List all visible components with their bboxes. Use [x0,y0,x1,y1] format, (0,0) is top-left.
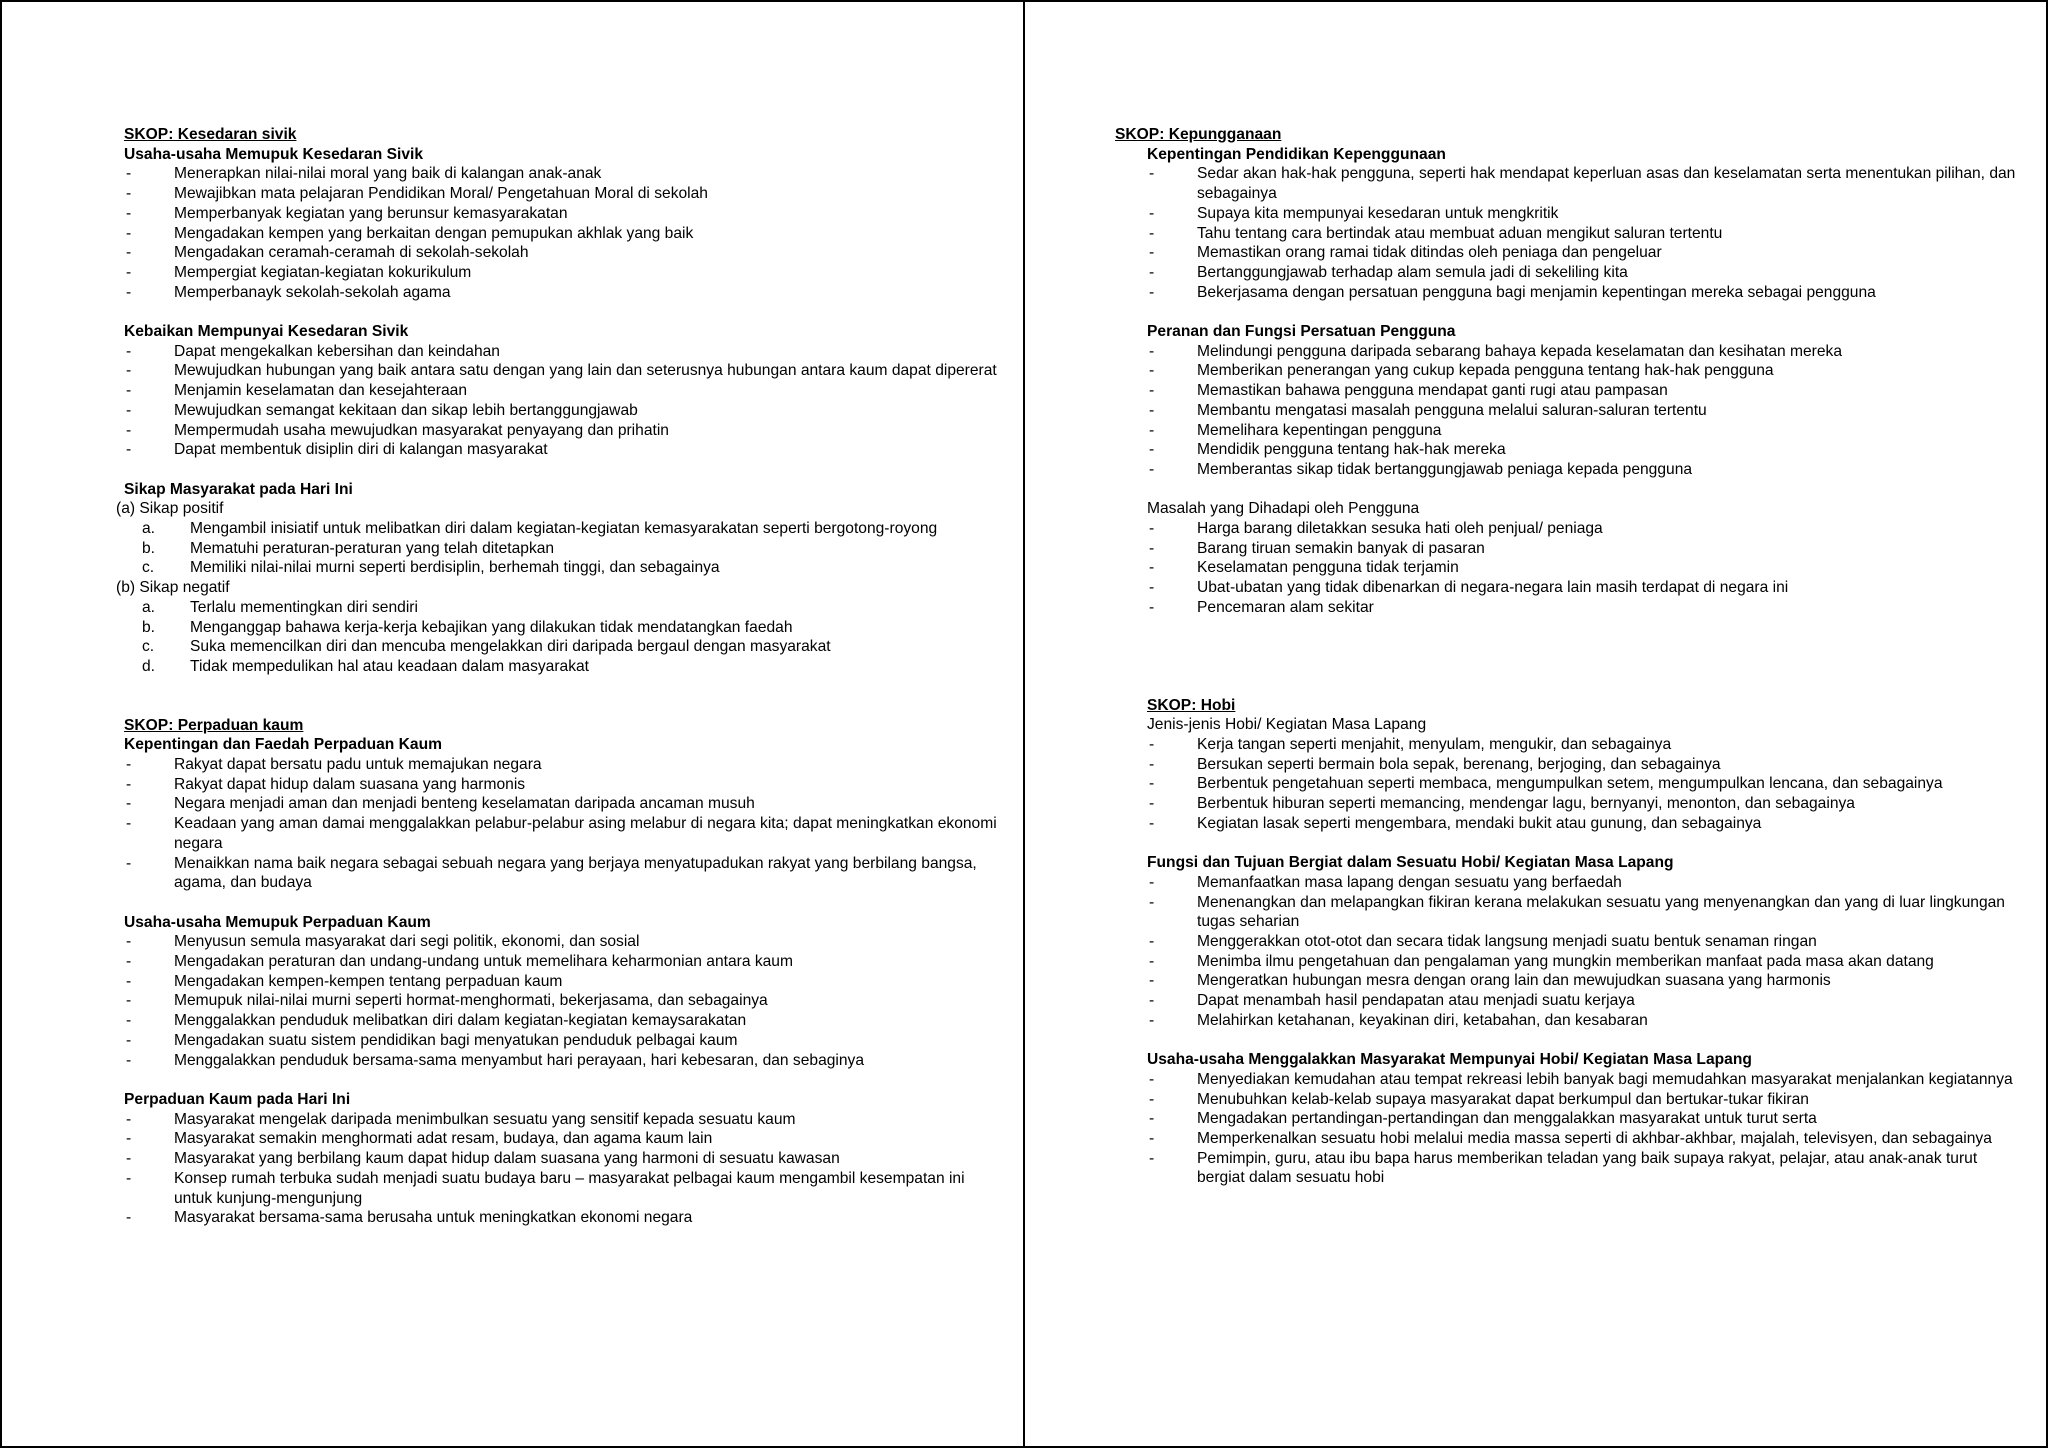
list-item-text: Pemimpin, guru, atau ibu bapa harus memberikan teladan yang baik supaya rakyat, pelajar, atau anak-anak turut bergiat dalam sesuatu hobi [1197,1149,1978,1187]
list-marker: - [1149,342,1155,360]
lettered-list [124,519,1004,578]
section-heading: Usaha-usaha Memupuk Perpaduan Kaum [124,913,431,931]
list-item-text: Menyediakan kemudahan atau tempat rekreasi lebih banyak bagi memudahkan masyarakat menjalankan kegiatannya [1197,1070,2013,1088]
skop-heading: SKOP: Perpaduan kaum [124,716,304,734]
list-item [1147,794,2017,814]
list-item-text: Mempergiat kegiatan-kegiatan kokurikulum [174,263,472,281]
skop-heading: SKOP: Kesedaran sivik [124,126,297,143]
list-item [1147,1149,2017,1188]
list-marker: - [1149,539,1155,557]
list-item-text: Tahu tentang cara bertindak atau membuat aduan mengikut saluran tertentu [1197,224,1723,242]
list-item-text: Rakyat dapat bersatu padu untuk memajukan negara [174,756,542,774]
list-item [1147,381,2017,401]
list-item [1147,932,2017,952]
list-item-text: Menerapkan nilai-nilai moral yang baik di kalangan anak-anak [174,165,602,183]
list-item [124,342,1004,362]
list-marker: - [1149,165,1155,183]
list-marker: - [126,244,132,262]
list-item-text: Bertanggungjawab terhadap alam semula jadi di sekeliling kita [1197,263,1628,281]
list-item-text: Mempermudah usaha mewujudkan masyarakat penyayang dan prihatin [174,421,669,439]
list-item [124,794,1004,814]
list-marker: - [1149,795,1155,813]
list-item [1147,460,2017,480]
list-marker: b. [142,618,156,636]
list-item-text: Memelihara kepentingan pengguna [1197,421,1442,439]
list-marker: - [126,165,132,183]
list-item-text: Mengadakan kempen-kempen tentang perpaduan kaum [174,972,563,990]
sub-heading-negative: (b) Sikap negatif [116,579,230,597]
list-item [124,401,1004,421]
list-item-text: Mengadakan peraturan dan undang-undang untuk memelihara keharmonian antara kaum [174,953,793,971]
list-item-text: Rakyat dapat hidup dalam suasana yang harmonis [174,775,526,793]
list-item-text: Melahirkan ketahanan, keyakinan diri, ketabahan, dan kesabaran [1197,1011,1648,1029]
list-item [1147,263,2017,283]
list-marker: - [1149,263,1155,281]
list-item-text: Berbentuk hiburan seperti memancing, mendengar lagu, bernyanyi, menonton, dan sebagainya [1197,795,1855,813]
list-marker: - [1149,893,1155,911]
bullet-list [124,342,1004,460]
list-marker: - [1149,992,1155,1010]
list-item-text: Suka memencilkan diri dan mencuba mengelakkan diri daripada bergaul dengan masyarakat [190,638,831,656]
list-marker: - [126,795,132,813]
list-item [124,755,1004,775]
list-item-text: Menubuhkan kelab-kelab supaya masyarakat dapat berkumpul dan bertukar-tukar fikiran [1197,1090,1809,1108]
list-item [142,558,1004,578]
list-item [124,440,1004,460]
section-heading: Sikap Masyarakat pada Hari Ini [124,480,353,498]
list-item-text: Terlalu mementingkan diri sendiri [190,598,418,616]
list-item [124,164,1004,184]
skop-heading: SKOP: Hobi [1147,696,1236,714]
list-item [124,972,1004,992]
list-marker: - [1149,598,1155,616]
list-marker: - [126,756,132,774]
list-item [1147,952,2017,972]
list-item-text: Bekerjasama dengan persatuan pengguna bagi menjamin kepentingan mereka sebagai pengguna [1197,283,1876,301]
list-item [1147,342,2017,362]
list-item-text: Menggerakkan otot-otot dan secara tidak langsung menjadi suatu bentuk senaman ringan [1197,932,1817,950]
list-item [124,932,1004,952]
list-item-text: Memiliki nilai-nilai murni seperti berdisiplin, berhemah tinggi, dan sebagainya [190,559,720,577]
list-item [1147,401,2017,421]
section-heading: Perpaduan Kaum pada Hari Ini [124,1090,351,1108]
list-marker: - [126,815,132,833]
list-item-text: Memperbanyak kegiatan yang berunsur kemasyarakatan [174,204,568,222]
list-item-text: Kerja tangan seperti menjahit, menyulam, mengukir, dan sebagainya [1197,735,1672,753]
list-item-text: Memberantas sikap tidak bertanggungjawab peniaga kepada pengguna [1197,460,1693,478]
list-marker: c. [142,559,155,577]
list-marker: - [1149,775,1155,793]
section-heading: Kepentingan Pendidikan Kepenggunaan [1147,145,1446,163]
list-item-text: Konsep rumah terbuka sudah menjadi suatu budaya baru – masyarakat pelbagai kaum mengambil kesempatan ini untuk kunjung-mengunjung [174,1169,965,1207]
list-item [1147,558,2017,578]
list-item [142,618,1004,638]
list-marker: - [126,933,132,951]
list-item [1147,774,2017,794]
list-item-text: Masyarakat yang berbilang kaum dapat hidup dalam suasana yang harmoni di sesuatu kawasan [174,1150,840,1168]
list-marker: - [126,1110,132,1128]
list-item [142,637,1004,657]
list-item-text: Masyarakat bersama-sama berusaha untuk meningkatkan ekonomi negara [174,1209,693,1227]
section-heading: Jenis-jenis Hobi/ Kegiatan Masa Lapang [1147,716,1427,734]
list-item-text: Menenangkan dan melapangkan fikiran kerana melakukan sesuatu yang menyenangkan dan yang di luar lingkungan tugas seharian [1197,893,2005,931]
list-marker: - [126,1169,132,1187]
list-marker: - [126,283,132,301]
list-item [124,263,1004,283]
list-item-text: Sedar akan hak-hak pengguna, seperti hak mendapat keperluan asas dan keselamatan serta menentukan pilihan, dan sebagainya [1197,165,2016,203]
bullet-list [124,932,1004,1070]
list-item-text: Mematuhi peraturan-peraturan yang telah ditetapkan [190,539,555,557]
bullet-list [1117,735,2017,834]
list-item [124,243,1004,263]
list-item [124,361,1004,381]
list-item [1147,873,2017,893]
section-heading: Usaha-usaha Menggalakkan Masyarakat Mempunyai Hobi/ Kegiatan Masa Lapang [1147,1051,1752,1069]
list-marker: - [126,1130,132,1148]
list-marker: - [126,362,132,380]
list-item [124,1051,1004,1071]
list-marker: - [1149,559,1155,577]
list-marker: - [1149,204,1155,222]
list-marker: b. [142,539,156,557]
list-marker: - [1149,441,1155,459]
list-item-text: Membantu mengatasi masalah pengguna melalui saluran-saluran tertentu [1197,401,1707,419]
list-marker: - [1149,1110,1155,1128]
list-item [142,657,1004,677]
list-item-text: Pencemaran alam sekitar [1197,598,1374,616]
list-item-text: Mewajibkan mata pelajaran Pendidikan Moral/ Pengetahuan Moral di sekolah [174,185,708,203]
list-item-text: Mengadakan pertandingan-pertandingan dan menggalakkan masyarakat untuk turut serta [1197,1110,1817,1128]
bullet-list [124,1110,1004,1228]
list-item [124,224,1004,244]
list-item [142,598,1004,618]
list-item-text: Memperkenalkan sesuatu hobi melalui media massa seperti di akhbar-akhbar, majalah, televisyen, dan sebagainya [1197,1129,1992,1147]
list-item [124,854,1004,893]
list-item-text: Memupuk nilai-nilai murni seperti hormat-menghormati, bekerjasama, dan sebagainya [174,992,768,1010]
list-item [1147,283,2017,303]
section-heading: Kepentingan dan Faedah Perpaduan Kaum [124,736,442,754]
list-item [1147,1090,2017,1110]
list-marker: - [1149,1011,1155,1029]
list-item-text: Harga barang diletakkan sesuka hati oleh penjual/ peniaga [1197,520,1603,538]
list-item [1147,440,2017,460]
list-marker: - [1149,755,1155,773]
list-item-text: Keselamatan pengguna tidak terjamin [1197,559,1459,577]
list-item-text: Memperbanayk sekolah-sekolah agama [174,283,451,301]
list-item [1147,991,2017,1011]
list-item [142,519,1004,539]
list-marker: - [126,263,132,281]
list-marker: - [126,421,132,439]
lettered-list [124,598,1004,677]
list-marker: - [1149,362,1155,380]
list-item-text: Melindungi pengguna daripada sebarang bahaya kepada keselamatan dan kesihatan mereka [1197,342,1843,360]
list-item-text: Barang tiruan semakin banyak di pasaran [1197,539,1485,557]
list-item-text: Mengambil inisiatif untuk melibatkan diri dalam kegiatan-kegiatan kemasyarakatan seperti bergotong-royong [190,520,938,538]
list-item [1147,814,2017,834]
bullet-list [124,164,1004,302]
list-marker: - [126,185,132,203]
list-item-text: Menganggap bahawa kerja-kerja kebajikan yang dilakukan tidak mendatangkan faedah [190,618,793,636]
list-marker: - [1149,244,1155,262]
list-marker: - [1149,421,1155,439]
list-item [124,184,1004,204]
list-marker: - [1149,814,1155,832]
list-item-text: Mengadakan ceramah-ceramah di sekolah-sekolah [174,244,529,262]
section-heading: Kebaikan Mempunyai Kesedaran Sivik [124,323,409,341]
list-item [1147,519,2017,539]
list-marker: - [1149,873,1155,891]
list-item-text: Menggalakkan penduduk bersama-sama menyambut hari perayaan, hari kebesaran, dan sebaginya [174,1051,865,1069]
list-item-text: Berbentuk pengetahuan seperti membaca, mengumpulkan setem, mengumpulkan lencana, dan sebagainya [1197,775,1943,793]
list-item [124,1208,1004,1228]
list-item [1147,1011,2017,1031]
list-item [124,204,1004,224]
list-marker: - [126,1051,132,1069]
list-item-text: Menyusun semula masyarakat dari segi politik, ekonomi, dan sosial [174,933,640,951]
bullet-list [1117,164,2017,302]
list-item-text: Mengadakan kempen yang berkaitan dengan pemupukan akhlak yang baik [174,224,694,242]
list-marker: - [126,972,132,990]
list-marker: - [1149,224,1155,242]
list-item [124,991,1004,1011]
list-marker: - [1149,520,1155,538]
list-marker: - [1149,1090,1155,1108]
list-item [124,381,1004,401]
list-item [124,283,1004,303]
list-marker: - [1149,972,1155,990]
list-item-text: Mewujudkan semangat kekitaan dan sikap lebih bertanggungjawab [174,401,638,419]
list-marker: a. [142,598,156,616]
list-marker: - [126,775,132,793]
list-item-text: Masyarakat semakin menghormati adat resam, budaya, dan agama kaum lain [174,1130,713,1148]
list-item [1147,1109,2017,1129]
bullet-list [1117,1070,2017,1188]
list-item [1147,243,2017,263]
list-item-text: Masyarakat mengelak daripada menimbulkan sesuatu yang sensitif kepada sesuatu kaum [174,1110,796,1128]
list-marker: d. [142,657,156,675]
bullet-list [1117,519,2017,618]
list-item-text: Menjamin keselamatan dan kesejahteraan [174,382,467,400]
list-marker: - [126,1012,132,1030]
list-marker: - [1149,952,1155,970]
list-item-text: Mengeratkan hubungan mesra dengan orang lain dan mewujudkan suasana yang harmonis [1197,972,1831,990]
list-item [1147,1129,2017,1149]
bullet-list [1117,342,2017,480]
list-item [124,1149,1004,1169]
list-marker: - [126,401,132,419]
list-item-text: Kegiatan lasak seperti mengembara, mendaki bukit atau gunung, dan sebagainya [1197,814,1762,832]
list-item-text: Memanfaatkan masa lapang dengan sesuatu yang berfaedah [1197,873,1622,891]
list-marker: - [126,1209,132,1227]
list-marker: - [126,1031,132,1049]
list-marker: - [126,204,132,222]
list-marker: - [126,382,132,400]
list-marker: - [126,224,132,242]
list-marker: - [126,953,132,971]
list-item [124,1129,1004,1149]
list-marker: - [1149,1129,1155,1147]
list-marker: - [126,441,132,459]
section-heading: Peranan dan Fungsi Persatuan Pengguna [1147,323,1456,341]
sub-heading-positive: (a) Sikap positif [116,500,224,518]
list-item-text: Memberikan penerangan yang cukup kepada pengguna tentang hak-hak pengguna [1197,362,1774,380]
bullet-list [1117,873,2017,1031]
list-item-text: Supaya kita mempunyai kesedaran untuk mengkritik [1197,204,1559,222]
list-item-text: Memastikan bahawa pengguna mendapat ganti rugi atau pampasan [1197,382,1668,400]
left-column [116,125,1004,1228]
list-marker: - [1149,1149,1155,1167]
list-item [1147,204,2017,224]
list-marker: - [126,992,132,1010]
list-marker: - [1149,579,1155,597]
list-marker: - [1149,283,1155,301]
list-item-text: Mendidik pengguna tentang hak-hak mereka [1197,441,1506,459]
list-marker: - [1149,1070,1155,1088]
list-marker: c. [142,638,155,656]
list-marker: a. [142,520,156,538]
list-item-text: Tidak mempedulikan hal atau keadaan dalam masyarakat [190,657,590,675]
list-item-text: Bersukan seperti bermain bola sepak, berenang, berjoging, dan sebagainya [1197,755,1721,773]
list-marker: - [126,1150,132,1168]
list-item [1147,361,2017,381]
list-item-text: Menimba ilmu pengetahuan dan pengalaman yang mungkin memberikan manfaat pada masa akan datang [1197,952,1934,970]
list-item-text: Dapat mengekalkan kebersihan dan keindahan [174,342,500,360]
list-item [1147,539,2017,559]
list-item [1147,164,2017,203]
section-heading: Fungsi dan Tujuan Bergiat dalam Sesuatu Hobi/ Kegiatan Masa Lapang [1147,854,1674,872]
list-item-text: Negara menjadi aman dan menjadi benteng keselamatan daripada ancaman musuh [174,795,755,813]
list-item [1147,755,2017,775]
list-item-text: Dapat membentuk disiplin diri di kalangan masyarakat [174,441,548,459]
list-item-text: Menaikkan nama baik negara sebagai sebuah negara yang berjaya menyatupadukan rakyat yang berbilang bangsa, agama, dan budaya [174,854,977,892]
list-marker: - [1149,401,1155,419]
list-item-text: Dapat menambah hasil pendapatan atau menjadi suatu kerjaya [1197,992,1635,1010]
list-item [1147,224,2017,244]
list-marker: - [126,854,132,872]
skop-heading: SKOP: Kepungganaan [1115,126,1282,143]
list-item-text: Menggalakkan penduduk melibatkan diri dalam kegiatan-kegiatan kemaysarakatan [174,1012,747,1030]
list-item [1147,893,2017,932]
section-heading: Masalah yang Dihadapi oleh Pengguna [1147,500,1420,518]
list-item [124,1169,1004,1208]
list-item [124,1110,1004,1130]
right-column [1117,125,2017,1188]
list-item-text: Memastikan orang ramai tidak ditindas oleh peniaga dan pengeluar [1197,244,1662,262]
list-item [1147,971,2017,991]
list-item [1147,578,2017,598]
section-heading: Usaha-usaha Memupuk Kesedaran Sivik [124,145,423,163]
list-item-text: Mewujudkan hubungan yang baik antara satu dengan yang lain dan seterusnya hubungan antara kaum dapat dipererat [174,362,997,380]
list-marker: - [1149,735,1155,753]
list-item [124,1031,1004,1051]
list-marker: - [1149,382,1155,400]
list-item [124,814,1004,853]
list-item-text: Keadaan yang aman damai menggalakkan pelabur-pelabur asing melabur di negara kita; dapat meningkatkan ekonomi negara [174,815,997,852]
list-item-text: Ubat-ubatan yang tidak dibenarkan di negara-negara lain masih terdapat di negara ini [1197,579,1789,597]
list-item [1147,1070,2017,1090]
list-item [124,1011,1004,1031]
list-item [1147,735,2017,755]
list-item [1147,598,2017,618]
list-item [142,539,1004,559]
list-item [124,421,1004,441]
list-marker: - [126,342,132,360]
list-item [124,775,1004,795]
list-item [1147,421,2017,441]
list-marker: - [1149,932,1155,950]
bullet-list [124,755,1004,893]
list-item [124,952,1004,972]
list-item-text: Mengadakan suatu sistem pendidikan bagi menyatukan penduduk pelbagai kaum [174,1031,738,1049]
list-marker: - [1149,460,1155,478]
